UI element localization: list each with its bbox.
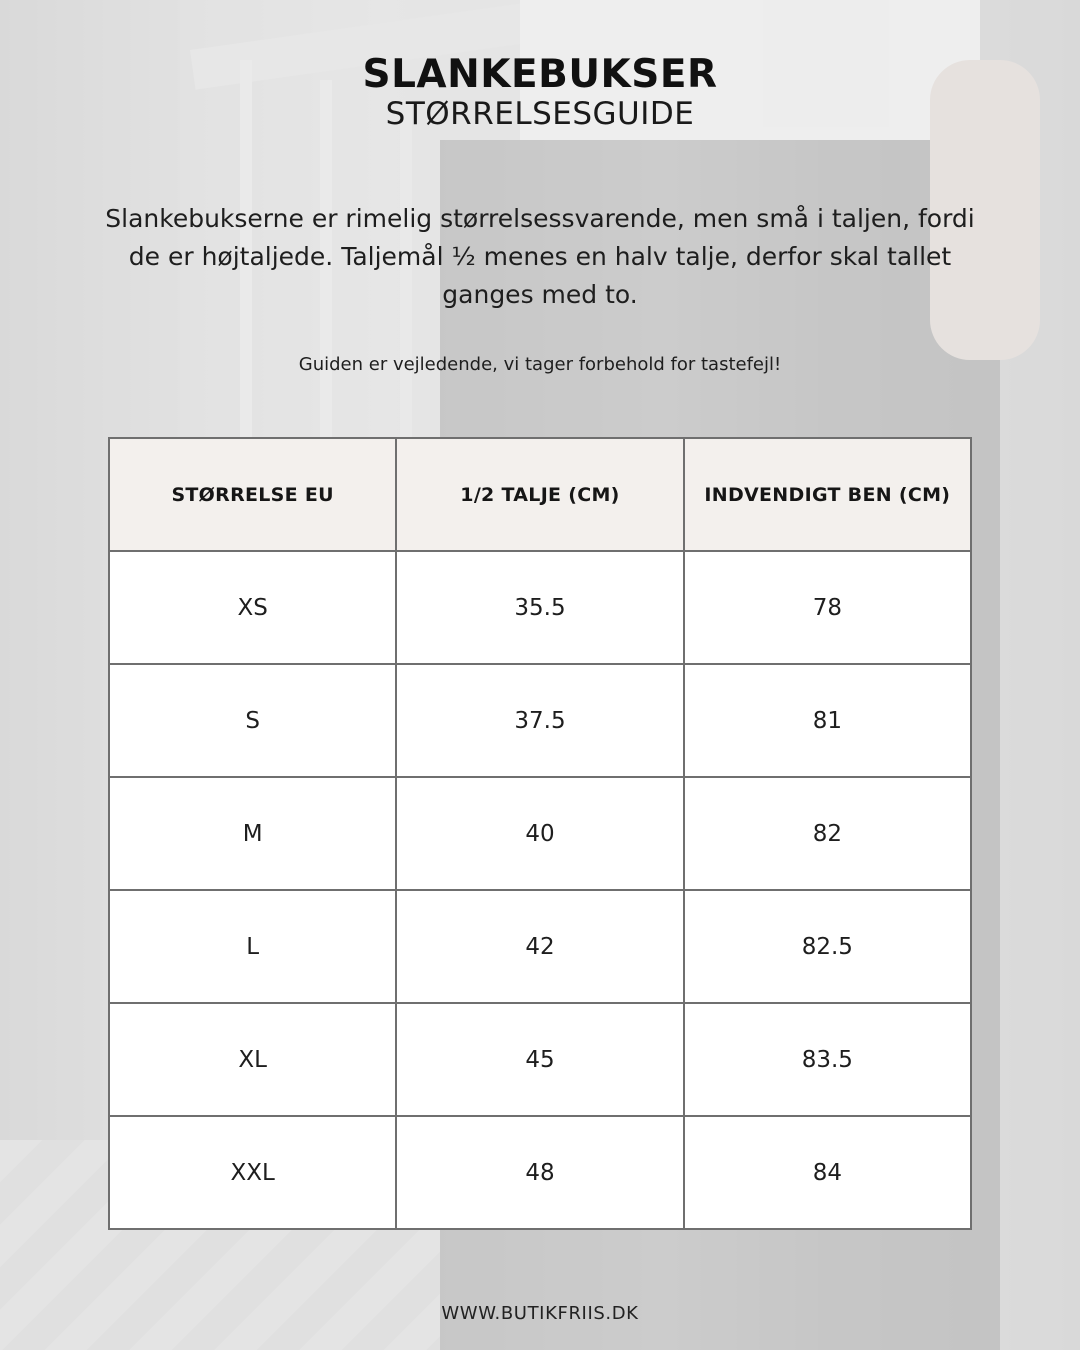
cell-size: XXL (109, 1116, 396, 1229)
column-header-size: STØRRELSE EU (109, 438, 396, 551)
page-title: SLANKEBUKSER (362, 52, 718, 97)
cell-size: XS (109, 551, 396, 664)
cell-inseam: 82 (684, 777, 971, 890)
table-row (109, 1116, 971, 1229)
cell-inseam: 83.5 (684, 1003, 971, 1116)
table-row (109, 664, 971, 777)
cell-size: L (109, 890, 396, 1003)
intro-text: Slankebukserne er rimelig størrelsessvarende, men små i taljen, fordi de er højtaljede. Taljemål ½ menes en halv talje, derfor skal tallet ganges med to. (105, 204, 975, 309)
page-subtitle: STØRRELSESGUIDE (385, 96, 695, 132)
table-row (109, 777, 971, 890)
disclaimer-text: Guiden er vejledende, vi tager forbehold for tastefejl! (298, 354, 782, 375)
cell-inseam: 78 (684, 551, 971, 664)
table-row (109, 551, 971, 664)
cell-waist: 42 (396, 890, 683, 1003)
table-row (109, 1003, 971, 1116)
cell-size: S (109, 664, 396, 777)
table-header-row (109, 438, 971, 551)
cell-waist: 48 (396, 1116, 683, 1229)
cell-size: XL (109, 1003, 396, 1116)
cell-waist: 45 (396, 1003, 683, 1116)
cell-inseam: 84 (684, 1116, 971, 1229)
cell-waist: 40 (396, 777, 683, 890)
cell-inseam: 82.5 (684, 890, 971, 1003)
cell-size: M (109, 777, 396, 890)
cell-waist: 35.5 (396, 551, 683, 664)
column-header-inseam: INDVENDIGT BEN (CM) (684, 438, 971, 551)
column-header-waist: 1/2 TALJE (CM) (396, 438, 683, 551)
cell-waist: 37.5 (396, 664, 683, 777)
website-link[interactable]: WWW.BUTIKFRIIS.DK (441, 1303, 639, 1324)
table-row (109, 890, 971, 1003)
cell-inseam: 81 (684, 664, 971, 777)
size-table (108, 437, 972, 1230)
